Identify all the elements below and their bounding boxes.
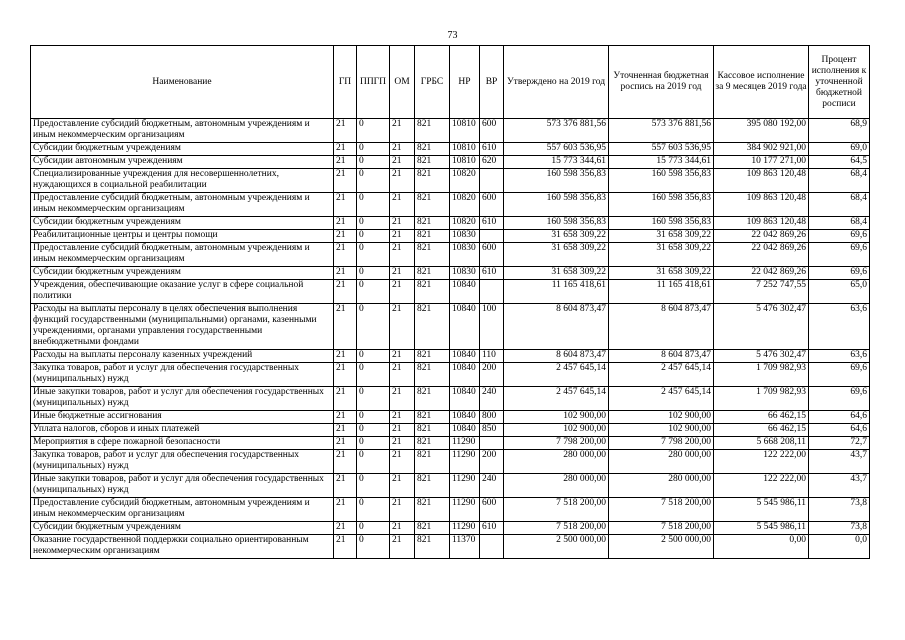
cell-vr: 610: [480, 522, 504, 535]
cell-np: 11290: [450, 437, 480, 450]
cell-vr: 600: [480, 119, 504, 143]
cell-om: 21: [390, 411, 415, 424]
table-row: [31, 119, 870, 143]
cell-name: Предоставление субсидий бюджетным, автономным учреждениям и иным некоммерческим организациям: [31, 498, 334, 522]
cell-grbs: 821: [415, 474, 450, 498]
table-row: [31, 267, 870, 280]
cell-np: 10830: [450, 230, 480, 243]
cell-vr: 600: [480, 193, 504, 217]
cell-ppgp: 0: [357, 193, 390, 217]
cell-revised: 102 900,00: [609, 411, 714, 424]
cell-cash: 5 545 986,11: [714, 522, 809, 535]
cell-cash: 0,00: [714, 535, 809, 559]
cell-approved: 102 900,00: [504, 411, 609, 424]
table-row: [31, 169, 870, 193]
cell-revised: 11 165 418,61: [609, 280, 714, 304]
cell-approved: 160 598 356,83: [504, 193, 609, 217]
table-row: [31, 304, 870, 350]
cell-revised: 15 773 344,61: [609, 156, 714, 169]
cell-approved: 573 376 881,56: [504, 119, 609, 143]
cell-om: 21: [390, 304, 415, 350]
cell-ppgp: 0: [357, 143, 390, 156]
cell-np: 10830: [450, 243, 480, 267]
cell-approved: 11 165 418,61: [504, 280, 609, 304]
cell-grbs: 821: [415, 156, 450, 169]
cell-percent: 63,6: [809, 350, 870, 363]
cell-name: Субсидии бюджетным учреждениям: [31, 522, 334, 535]
cell-percent: 64,5: [809, 156, 870, 169]
table-row: [31, 474, 870, 498]
cell-om: 21: [390, 156, 415, 169]
cell-grbs: 821: [415, 193, 450, 217]
cell-om: 21: [390, 119, 415, 143]
cell-revised: 160 598 356,83: [609, 217, 714, 230]
cell-name: Мероприятия в сфере пожарной безопасности: [31, 437, 334, 450]
cell-cash: 5 476 302,47: [714, 350, 809, 363]
header-vr: ВР: [480, 46, 504, 119]
cell-gp: 21: [334, 450, 357, 474]
cell-gp: 21: [334, 522, 357, 535]
cell-grbs: 821: [415, 437, 450, 450]
table-row: [31, 217, 870, 230]
cell-grbs: 821: [415, 119, 450, 143]
cell-grbs: 821: [415, 304, 450, 350]
cell-revised: 280 000,00: [609, 474, 714, 498]
cell-om: 21: [390, 437, 415, 450]
cell-vr: 200: [480, 450, 504, 474]
cell-np: 10840: [450, 424, 480, 437]
cell-ppgp: 0: [357, 156, 390, 169]
cell-cash: 109 863 120,48: [714, 217, 809, 230]
cell-vr: 200: [480, 363, 504, 387]
cell-name: Реабилитационные центры и центры помощи: [31, 230, 334, 243]
cell-vr: 610: [480, 267, 504, 280]
cell-revised: 160 598 356,83: [609, 193, 714, 217]
cell-gp: 21: [334, 193, 357, 217]
cell-vr: 600: [480, 243, 504, 267]
cell-gp: 21: [334, 169, 357, 193]
table-row: [31, 498, 870, 522]
cell-np: 11290: [450, 450, 480, 474]
cell-gp: 21: [334, 387, 357, 411]
cell-approved: 160 598 356,83: [504, 217, 609, 230]
table-row: [31, 280, 870, 304]
cell-percent: 73,8: [809, 498, 870, 522]
cell-om: 21: [390, 280, 415, 304]
cell-name: Иные закупки товаров, работ и услуг для обеспечения государственных (муниципальных) нужд: [31, 387, 334, 411]
cell-vr: 620: [480, 156, 504, 169]
cell-cash: 384 902 921,00: [714, 143, 809, 156]
cell-percent: 64,6: [809, 411, 870, 424]
header-om: ОМ: [390, 46, 415, 119]
table-row: [31, 535, 870, 559]
cell-vr: [480, 535, 504, 559]
cell-np: 11290: [450, 522, 480, 535]
cell-cash: 22 042 869,26: [714, 243, 809, 267]
cell-revised: 2 457 645,14: [609, 387, 714, 411]
cell-np: 10840: [450, 411, 480, 424]
cell-np: 10830: [450, 267, 480, 280]
cell-revised: 7 798 200,00: [609, 437, 714, 450]
cell-percent: 69,0: [809, 143, 870, 156]
budget-table: [30, 45, 870, 559]
cell-revised: 31 658 309,22: [609, 243, 714, 267]
cell-grbs: 821: [415, 498, 450, 522]
cell-np: 11370: [450, 535, 480, 559]
cell-approved: 31 658 309,22: [504, 243, 609, 267]
cell-approved: 280 000,00: [504, 474, 609, 498]
cell-cash: 1 709 982,93: [714, 363, 809, 387]
cell-grbs: 821: [415, 535, 450, 559]
cell-grbs: 821: [415, 280, 450, 304]
cell-approved: 8 604 873,47: [504, 304, 609, 350]
cell-revised: 8 604 873,47: [609, 350, 714, 363]
cell-np: 10810: [450, 119, 480, 143]
header-row: [31, 46, 870, 119]
cell-name: Закупка товаров, работ и услуг для обеспечения государственных (муниципальных) нужд: [31, 363, 334, 387]
cell-percent: 69,6: [809, 387, 870, 411]
cell-revised: 557 603 536,95: [609, 143, 714, 156]
cell-grbs: 821: [415, 267, 450, 280]
cell-ppgp: 0: [357, 535, 390, 559]
cell-gp: 21: [334, 424, 357, 437]
cell-ppgp: 0: [357, 363, 390, 387]
cell-name: Предоставление субсидий бюджетным, автономным учреждениям и иным некоммерческим организациям: [31, 119, 334, 143]
cell-revised: 280 000,00: [609, 450, 714, 474]
table-row: [31, 411, 870, 424]
cell-grbs: 821: [415, 169, 450, 193]
cell-np: 10810: [450, 143, 480, 156]
cell-grbs: 821: [415, 143, 450, 156]
cell-gp: 21: [334, 474, 357, 498]
cell-percent: 69,6: [809, 363, 870, 387]
cell-approved: 102 900,00: [504, 424, 609, 437]
table-row: [31, 350, 870, 363]
cell-vr: 600: [480, 498, 504, 522]
page-number: 73: [447, 30, 458, 41]
cell-np: 10840: [450, 387, 480, 411]
cell-grbs: 821: [415, 230, 450, 243]
cell-ppgp: 0: [357, 243, 390, 267]
cell-cash: 1 709 982,93: [714, 387, 809, 411]
cell-cash: 66 462,15: [714, 424, 809, 437]
cell-gp: 21: [334, 535, 357, 559]
cell-om: 21: [390, 230, 415, 243]
cell-name: Специализированные учреждения для несовершеннолетних, нуждающихся в социальной реабилитации: [31, 169, 334, 193]
cell-percent: 68,9: [809, 119, 870, 143]
header-grbs: ГРБС: [415, 46, 450, 119]
cell-approved: 2 500 000,00: [504, 535, 609, 559]
cell-name: Предоставление субсидий бюджетным, автономным учреждениям и иным некоммерческим организациям: [31, 243, 334, 267]
cell-name: Субсидии бюджетным учреждениям: [31, 143, 334, 156]
cell-name: Субсидии бюджетным учреждениям: [31, 217, 334, 230]
cell-name: Субсидии автономным учреждениям: [31, 156, 334, 169]
cell-vr: 240: [480, 474, 504, 498]
cell-revised: 7 518 200,00: [609, 498, 714, 522]
cell-gp: 21: [334, 437, 357, 450]
cell-ppgp: 0: [357, 280, 390, 304]
cell-approved: 160 598 356,83: [504, 169, 609, 193]
cell-cash: 5 545 986,11: [714, 498, 809, 522]
cell-om: 21: [390, 217, 415, 230]
table-row: [31, 156, 870, 169]
cell-np: 10840: [450, 280, 480, 304]
cell-approved: 7 798 200,00: [504, 437, 609, 450]
cell-om: 21: [390, 267, 415, 280]
cell-cash: 122 222,00: [714, 474, 809, 498]
header-cash: Кассовое исполнение за 9 месяцев 2019 года: [714, 46, 809, 119]
cell-ppgp: 0: [357, 498, 390, 522]
cell-gp: 21: [334, 156, 357, 169]
header-name: Наименование: [31, 46, 334, 119]
cell-vr: 850: [480, 424, 504, 437]
cell-gp: 21: [334, 267, 357, 280]
cell-cash: 10 177 271,00: [714, 156, 809, 169]
cell-om: 21: [390, 474, 415, 498]
cell-gp: 21: [334, 363, 357, 387]
cell-vr: 610: [480, 217, 504, 230]
cell-np: 10810: [450, 156, 480, 169]
cell-name: Расходы на выплаты персоналу в целях обеспечения выполнения функций государственными (муниципальными) органами, казенными учреждениями, органами управления государственными внебюджетными фондами: [31, 304, 334, 350]
cell-cash: 5 476 302,47: [714, 304, 809, 350]
cell-om: 21: [390, 363, 415, 387]
cell-np: 10820: [450, 169, 480, 193]
cell-ppgp: 0: [357, 424, 390, 437]
cell-revised: 31 658 309,22: [609, 267, 714, 280]
cell-approved: 7 518 200,00: [504, 522, 609, 535]
cell-cash: 395 080 192,00: [714, 119, 809, 143]
cell-percent: 73,8: [809, 522, 870, 535]
cell-np: 10840: [450, 304, 480, 350]
header-ppgp: ППГП: [357, 46, 390, 119]
cell-percent: 65,0: [809, 280, 870, 304]
cell-approved: 15 773 344,61: [504, 156, 609, 169]
cell-gp: 21: [334, 217, 357, 230]
cell-cash: 66 462,15: [714, 411, 809, 424]
cell-cash: 109 863 120,48: [714, 169, 809, 193]
cell-vr: 610: [480, 143, 504, 156]
table-row: [31, 437, 870, 450]
table-row: [31, 522, 870, 535]
cell-ppgp: 0: [357, 304, 390, 350]
cell-approved: 31 658 309,22: [504, 267, 609, 280]
cell-om: 21: [390, 535, 415, 559]
cell-vr: [480, 169, 504, 193]
header-revised: Уточненная бюджетная роспись на 2019 год: [609, 46, 714, 119]
cell-ppgp: 0: [357, 387, 390, 411]
cell-approved: 280 000,00: [504, 450, 609, 474]
cell-om: 21: [390, 498, 415, 522]
cell-ppgp: 0: [357, 169, 390, 193]
cell-gp: 21: [334, 230, 357, 243]
cell-percent: 63,6: [809, 304, 870, 350]
cell-gp: 21: [334, 304, 357, 350]
cell-cash: 5 668 208,11: [714, 437, 809, 450]
cell-approved: 31 658 309,22: [504, 230, 609, 243]
cell-gp: 21: [334, 143, 357, 156]
cell-percent: 68,4: [809, 217, 870, 230]
cell-ppgp: 0: [357, 119, 390, 143]
cell-gp: 21: [334, 411, 357, 424]
cell-cash: 22 042 869,26: [714, 267, 809, 280]
cell-vr: [480, 437, 504, 450]
cell-percent: 72,7: [809, 437, 870, 450]
cell-percent: 68,4: [809, 169, 870, 193]
cell-percent: 68,4: [809, 193, 870, 217]
cell-np: 10820: [450, 193, 480, 217]
table-row: [31, 363, 870, 387]
header-percent: Процент исполнения к уточненной бюджетной росписи: [809, 46, 870, 119]
cell-ppgp: 0: [357, 522, 390, 535]
cell-ppgp: 0: [357, 437, 390, 450]
cell-name: Расходы на выплаты персоналу казенных учреждений: [31, 350, 334, 363]
cell-ppgp: 0: [357, 350, 390, 363]
cell-grbs: 821: [415, 387, 450, 411]
cell-percent: 0,0: [809, 535, 870, 559]
cell-om: 21: [390, 143, 415, 156]
cell-name: Предоставление субсидий бюджетным, автономным учреждениям и иным некоммерческим организациям: [31, 193, 334, 217]
cell-revised: 573 376 881,56: [609, 119, 714, 143]
table-row: [31, 143, 870, 156]
cell-vr: 100: [480, 304, 504, 350]
cell-approved: 8 604 873,47: [504, 350, 609, 363]
cell-ppgp: 0: [357, 411, 390, 424]
cell-ppgp: 0: [357, 217, 390, 230]
cell-approved: 557 603 536,95: [504, 143, 609, 156]
cell-name: Учреждения, обеспечивающие оказание услуг в сфере социальной политики: [31, 280, 334, 304]
cell-revised: 160 598 356,83: [609, 169, 714, 193]
cell-vr: [480, 280, 504, 304]
cell-approved: 7 518 200,00: [504, 498, 609, 522]
cell-vr: 240: [480, 387, 504, 411]
cell-np: 10840: [450, 350, 480, 363]
cell-cash: 22 042 869,26: [714, 230, 809, 243]
cell-grbs: 821: [415, 350, 450, 363]
header-gp: ГП: [334, 46, 357, 119]
cell-revised: 102 900,00: [609, 424, 714, 437]
cell-vr: [480, 230, 504, 243]
cell-np: 11290: [450, 474, 480, 498]
cell-gp: 21: [334, 243, 357, 267]
table-row: [31, 450, 870, 474]
cell-om: 21: [390, 450, 415, 474]
cell-revised: 2 457 645,14: [609, 363, 714, 387]
cell-om: 21: [390, 522, 415, 535]
cell-grbs: 821: [415, 522, 450, 535]
cell-om: 21: [390, 169, 415, 193]
table-row: [31, 193, 870, 217]
cell-name: Иные бюджетные ассигнования: [31, 411, 334, 424]
cell-cash: 109 863 120,48: [714, 193, 809, 217]
cell-ppgp: 0: [357, 450, 390, 474]
cell-name: Закупка товаров, работ и услуг для обеспечения государственных (муниципальных) нужд: [31, 450, 334, 474]
cell-gp: 21: [334, 119, 357, 143]
cell-percent: 64,6: [809, 424, 870, 437]
cell-name: Оказание государственной поддержки социально ориентированным некоммерческим организациям: [31, 535, 334, 559]
cell-om: 21: [390, 387, 415, 411]
cell-np: 10820: [450, 217, 480, 230]
cell-ppgp: 0: [357, 474, 390, 498]
cell-percent: 69,6: [809, 267, 870, 280]
cell-name: Иные закупки товаров, работ и услуг для обеспечения государственных (муниципальных) нужд: [31, 474, 334, 498]
cell-grbs: 821: [415, 411, 450, 424]
cell-name: Субсидии бюджетным учреждениям: [31, 267, 334, 280]
cell-np: 11290: [450, 498, 480, 522]
table-row: [31, 424, 870, 437]
cell-percent: 69,6: [809, 230, 870, 243]
cell-grbs: 821: [415, 424, 450, 437]
cell-cash: 7 252 747,55: [714, 280, 809, 304]
cell-percent: 43,7: [809, 450, 870, 474]
table-row: [31, 243, 870, 267]
table-row: [31, 230, 870, 243]
cell-gp: 21: [334, 498, 357, 522]
header-approved: Утверждено на 2019 год: [504, 46, 609, 119]
cell-revised: 8 604 873,47: [609, 304, 714, 350]
cell-revised: 31 658 309,22: [609, 230, 714, 243]
cell-percent: 69,6: [809, 243, 870, 267]
cell-vr: 110: [480, 350, 504, 363]
cell-om: 21: [390, 243, 415, 267]
cell-ppgp: 0: [357, 267, 390, 280]
cell-gp: 21: [334, 350, 357, 363]
cell-cash: 122 222,00: [714, 450, 809, 474]
cell-revised: 7 518 200,00: [609, 522, 714, 535]
cell-grbs: 821: [415, 243, 450, 267]
cell-grbs: 821: [415, 363, 450, 387]
cell-om: 21: [390, 193, 415, 217]
cell-ppgp: 0: [357, 230, 390, 243]
cell-grbs: 821: [415, 217, 450, 230]
cell-approved: 2 457 645,14: [504, 363, 609, 387]
cell-approved: 2 457 645,14: [504, 387, 609, 411]
cell-np: 10840: [450, 363, 480, 387]
cell-grbs: 821: [415, 450, 450, 474]
cell-revised: 2 500 000,00: [609, 535, 714, 559]
cell-om: 21: [390, 424, 415, 437]
cell-percent: 43,7: [809, 474, 870, 498]
cell-om: 21: [390, 350, 415, 363]
header-np: НР: [450, 46, 480, 119]
cell-name: Уплата налогов, сборов и иных платежей: [31, 424, 334, 437]
cell-gp: 21: [334, 280, 357, 304]
cell-vr: 800: [480, 411, 504, 424]
table-row: [31, 387, 870, 411]
